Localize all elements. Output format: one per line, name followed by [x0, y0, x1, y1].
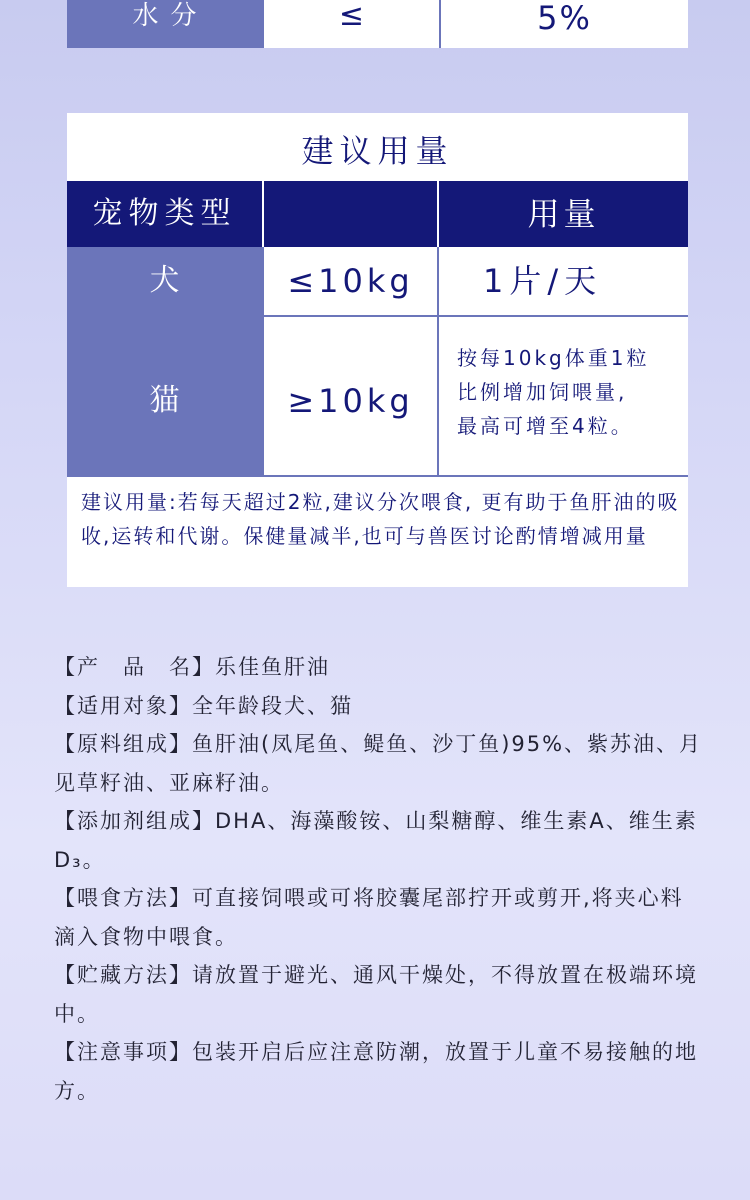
- cat-dose-line: 最高可增至4粒。: [457, 414, 634, 438]
- moisture-label: 水分: [67, 0, 264, 48]
- info-key: 【适用对象】: [54, 693, 192, 718]
- dog-weight-condition: ≤10kg: [264, 247, 439, 315]
- product-info: [54, 648, 704, 1110]
- dosage-title: 建议用量: [301, 132, 454, 170]
- info-line-additives: [54, 802, 704, 879]
- divider: [67, 475, 688, 477]
- info-line-product-name: [54, 648, 704, 687]
- cat-weight-condition: ≥10kg: [264, 317, 439, 475]
- info-key: 【产 品 名】: [54, 655, 215, 679]
- info-key: 【原料组成】: [54, 732, 192, 756]
- pet-dog: 犬: [67, 247, 264, 315]
- info-text: 包装开启后应注意防潮，放置于儿童不易接触的地方。: [54, 1040, 698, 1103]
- dosage-header: [67, 181, 688, 247]
- info-key: 【喂食方法】: [54, 886, 192, 910]
- info-key: 【添加剂组成】: [54, 809, 215, 833]
- info-text: DHA、海藻酸铵、山梨糖醇、维生素A、维生素D₃。: [54, 809, 698, 872]
- info-line-storage: [54, 956, 704, 1033]
- info-text: 鱼肝油(凤尾鱼、鳀鱼、沙丁鱼)95%、紫苏油、月见草籽油、亚麻籽油。: [54, 732, 703, 795]
- cat-dose-line: 比例增加饲喂量,: [457, 380, 628, 404]
- dog-dose: 1片/天: [483, 262, 603, 300]
- table-row-dog: [67, 247, 688, 317]
- info-text: 全年龄段犬、猫: [192, 693, 353, 718]
- info-line-feeding: [54, 879, 704, 956]
- cat-dose-line: 按每10kg体重1粒: [457, 346, 650, 370]
- info-text: 可直接饲喂或可将胶囊尾部拧开或剪开,将夹心料滴入食物中喂食。: [54, 886, 684, 949]
- header-pet-type: 宠物类型: [67, 181, 264, 247]
- header-blank: [264, 181, 439, 247]
- moisture-row: [67, 0, 688, 48]
- table-row-cat: [67, 317, 688, 475]
- info-line-notice: [54, 1033, 704, 1110]
- dosage-note: 建议用量:若每天超过2粒,建议分次喂食, 更有助于鱼肝油的吸收,运转和代谢。保健量减半,也可与兽医讨论酌情增减用量: [81, 490, 680, 548]
- info-key: 【注意事项】: [54, 1040, 192, 1064]
- info-text: 请放置于避光、通风干燥处，不得放置在极端环境中。: [54, 963, 698, 1026]
- info-line-ingredients: [54, 725, 704, 802]
- info-key: 【贮藏方法】: [54, 963, 192, 987]
- info-line-target: [54, 687, 704, 726]
- dosage-table: [67, 113, 688, 587]
- cat-dose: [439, 317, 688, 475]
- info-text: 乐佳鱼肝油: [215, 655, 330, 679]
- header-dose: 用量: [527, 195, 600, 233]
- moisture-value: 5%: [537, 0, 592, 37]
- pet-cat: 猫: [67, 317, 264, 475]
- moisture-operator: ≤: [264, 0, 441, 48]
